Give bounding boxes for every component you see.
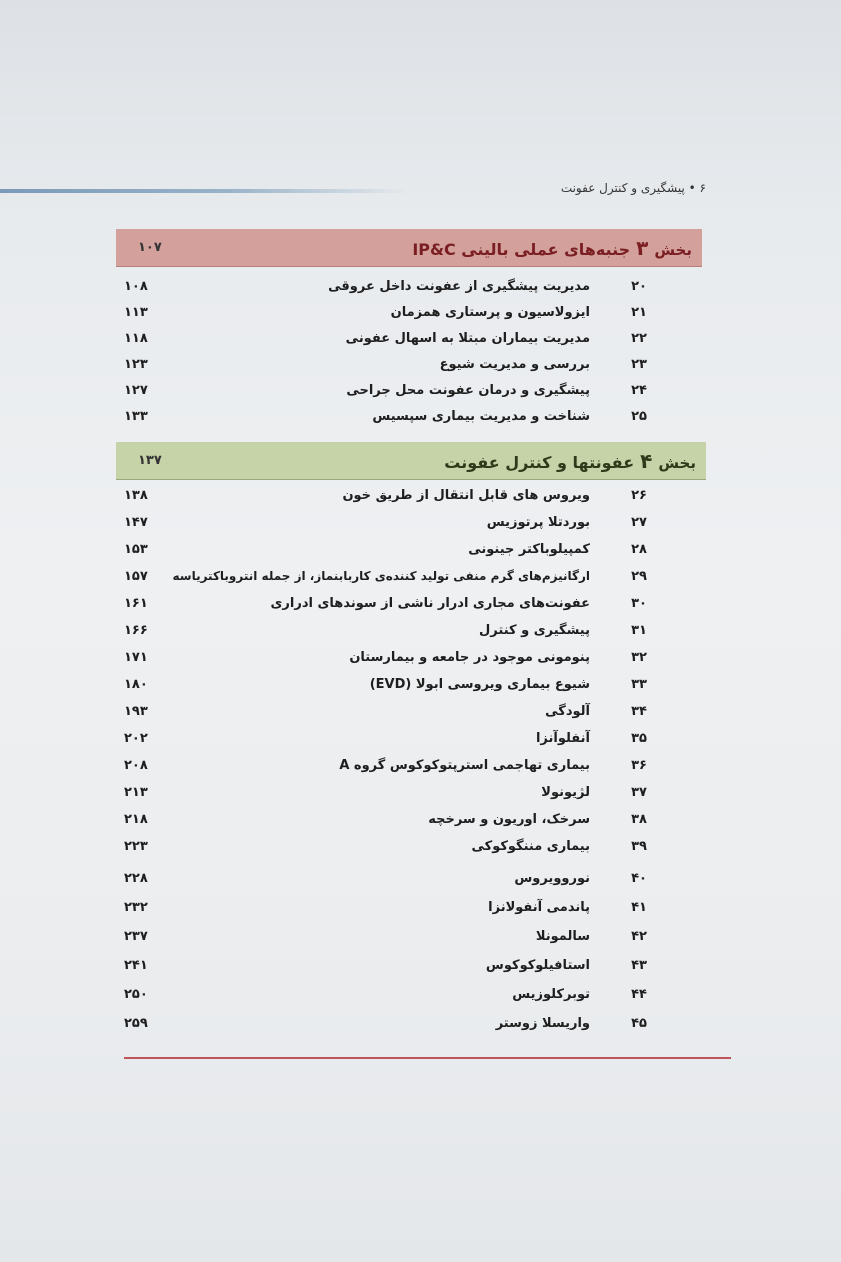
chapter-title: توبرکلوزیس: [512, 987, 590, 1002]
chapter-title: آلودگی: [545, 704, 590, 719]
chapter-page: ۱۶۶: [124, 623, 148, 638]
toc-row: [124, 1016, 652, 1042]
chapter-title: استافیلوکوکوس: [485, 958, 590, 973]
chapter-title: ایزولاسیون و پرستاری همزمان: [390, 305, 590, 320]
section-3-heading: [116, 229, 702, 267]
chapter-number: ۲۸: [631, 542, 647, 557]
chapter-page: ۱۸۰: [124, 677, 148, 692]
chapter-page: ۲۳۲: [124, 900, 148, 915]
toc-row: [124, 677, 652, 703]
chapter-page: ۲۲۳: [124, 839, 148, 854]
chapter-number: ۳۲: [631, 650, 647, 665]
chapter-number: ۴۲: [631, 929, 647, 944]
chapter-number: ۲۷: [631, 515, 647, 530]
section-page: ۱۳۷: [138, 453, 162, 468]
chapter-page: ۱۹۳: [124, 704, 148, 719]
chapter-number: ۴۳: [631, 958, 647, 973]
section-page: ۱۰۷: [138, 240, 162, 255]
toc-row: [124, 958, 652, 984]
toc-row: [124, 488, 652, 514]
chapter-page: ۱۳۳: [124, 409, 148, 424]
running-title: ۶ • پیشگیری و کنترل عفونت: [560, 181, 706, 195]
chapter-page: ۲۰۲: [124, 731, 148, 746]
toc-row: [124, 409, 652, 435]
chapter-title: شناخت و مدیریت بیماری سپسیس: [372, 409, 590, 424]
chapter-title: پیشگیری و درمان عفونت محل جراحی: [346, 383, 590, 398]
chapter-number: ۳۱: [631, 623, 647, 638]
chapter-page: ۲۱۸: [124, 812, 148, 827]
chapter-title: بررسی و مدیریت شیوع: [439, 357, 590, 372]
chapter-number: ۲۰: [631, 279, 647, 294]
chapter-number: ۳۵: [631, 731, 647, 746]
chapter-title: لژیونولا: [541, 785, 590, 800]
section-word: بخش: [658, 453, 696, 472]
chapter-page: ۲۳۷: [124, 929, 148, 944]
chapter-page: ۲۵۹: [124, 1016, 148, 1031]
toc-row: [124, 839, 652, 865]
toc-row: [124, 623, 652, 649]
toc-row: [124, 704, 652, 730]
section-word: بخش: [654, 240, 692, 259]
chapter-title: پیشگیری و کنترل: [479, 623, 590, 638]
chapter-title: نوروویروس: [514, 871, 590, 886]
section-name: جنبه‌های عملی بالینی IP&C: [412, 239, 631, 259]
chapter-title: ارگانیزم‌های گرم منفی تولید کننده‌ی کاربابنماز، از جمله انتروباکتریاسه: [172, 569, 590, 583]
chapter-number: ۲۹: [631, 569, 647, 584]
toc-row: [124, 871, 652, 897]
toc-row: [124, 569, 652, 595]
chapter-number: ۲۲: [631, 331, 647, 346]
chapter-title: واریسلا زوستر: [495, 1016, 590, 1031]
chapter-title: بیماری تهاجمی استرپتوکوکوس گروه A: [339, 758, 590, 773]
header-rule: [0, 189, 410, 193]
toc-row: [124, 542, 652, 568]
toc-row: [124, 383, 652, 409]
chapter-page: ۱۴۷: [124, 515, 148, 530]
chapter-page: ۱۱۸: [124, 331, 148, 346]
chapter-title: بوردتلا پرتوزیس: [486, 515, 590, 530]
chapter-number: ۲۳: [631, 357, 647, 372]
toc-row: [124, 650, 652, 676]
chapter-title: ویروس های قابل انتقال از طریق خون: [342, 488, 590, 503]
chapter-number: ۳۴: [631, 704, 647, 719]
chapter-page: ۱۲۷: [124, 383, 148, 398]
chapter-page: ۲۲۸: [124, 871, 148, 886]
toc-row: [124, 987, 652, 1013]
toc-row: [124, 929, 652, 955]
chapter-page: ۲۵۰: [124, 987, 148, 1002]
chapter-number: ۲۵: [631, 409, 647, 424]
chapter-title: عفونت‌های مجاری ادرار ناشی از سوندهای ادراری: [270, 596, 590, 611]
section-4-heading: [116, 442, 706, 480]
section-title: [412, 236, 692, 260]
toc-row: [124, 515, 652, 541]
chapter-page: ۱۲۳: [124, 357, 148, 372]
chapter-page: ۲۴۱: [124, 958, 148, 973]
chapter-number: ۳۹: [631, 839, 647, 854]
chapter-title: کمپیلوباکتر جینونی: [468, 542, 590, 557]
chapter-number: ۴۵: [631, 1016, 647, 1031]
toc-row: [124, 758, 652, 784]
toc-row: [124, 812, 652, 838]
toc-row: [124, 785, 652, 811]
chapter-page: ۱۱۳: [124, 305, 148, 320]
section-number: ۳: [636, 235, 649, 260]
chapter-page: ۲۰۸: [124, 758, 148, 773]
chapter-number: ۴۱: [631, 900, 647, 915]
chapter-number: ۳۷: [631, 785, 647, 800]
toc-row: [124, 279, 652, 305]
toc-row: [124, 305, 652, 331]
chapter-page: ۲۱۳: [124, 785, 148, 800]
chapter-title: شیوع بیماری ویروسی ابولا (EVD): [369, 677, 590, 692]
chapter-title: آنفلوآنزا: [535, 731, 590, 746]
toc-row: [124, 596, 652, 622]
chapter-number: ۳۶: [631, 758, 647, 773]
section-number: ۴: [640, 448, 653, 473]
section-name: عفونتها و کنترل عفونت: [444, 452, 635, 472]
chapter-number: ۴۰: [631, 871, 647, 886]
chapter-number: ۲۴: [631, 383, 647, 398]
toc-row: [124, 731, 652, 757]
chapter-title: مدیریت پیشگیری از عفونت داخل عروقی: [328, 279, 590, 294]
chapter-number: ۲۶: [631, 488, 647, 503]
chapter-number: ۳۰: [631, 596, 647, 611]
toc-row: [124, 357, 652, 383]
chapter-page: ۱۵۳: [124, 542, 148, 557]
chapter-title: سرخک، اوریون و سرخچه: [428, 812, 590, 827]
chapter-title: پنومونی موجود در جامعه و بیمارستان: [349, 650, 590, 665]
chapter-page: ۱۵۷: [124, 569, 148, 584]
toc-row: [124, 331, 652, 357]
chapter-number: ۳۸: [631, 812, 647, 827]
chapter-title: سالمونلا: [535, 929, 590, 944]
bottom-rule: [124, 1057, 731, 1059]
chapter-number: ۲۱: [631, 305, 647, 320]
chapter-title: بیماری مننگوکوکی: [471, 839, 590, 854]
toc-row: [124, 900, 652, 926]
chapter-title: پاندمی آنفولانزا: [488, 900, 590, 915]
chapter-page: ۱۳۸: [124, 488, 148, 503]
chapter-number: ۳۳: [631, 677, 647, 692]
chapter-page: ۱۶۱: [124, 596, 148, 611]
chapter-number: ۴۴: [631, 987, 647, 1002]
chapter-page: ۱۰۸: [124, 279, 148, 294]
chapter-title: مدیریت بیماران مبتلا به اسهال عفونی: [345, 331, 590, 346]
section-title: [444, 449, 696, 473]
chapter-page: ۱۷۱: [124, 650, 148, 665]
